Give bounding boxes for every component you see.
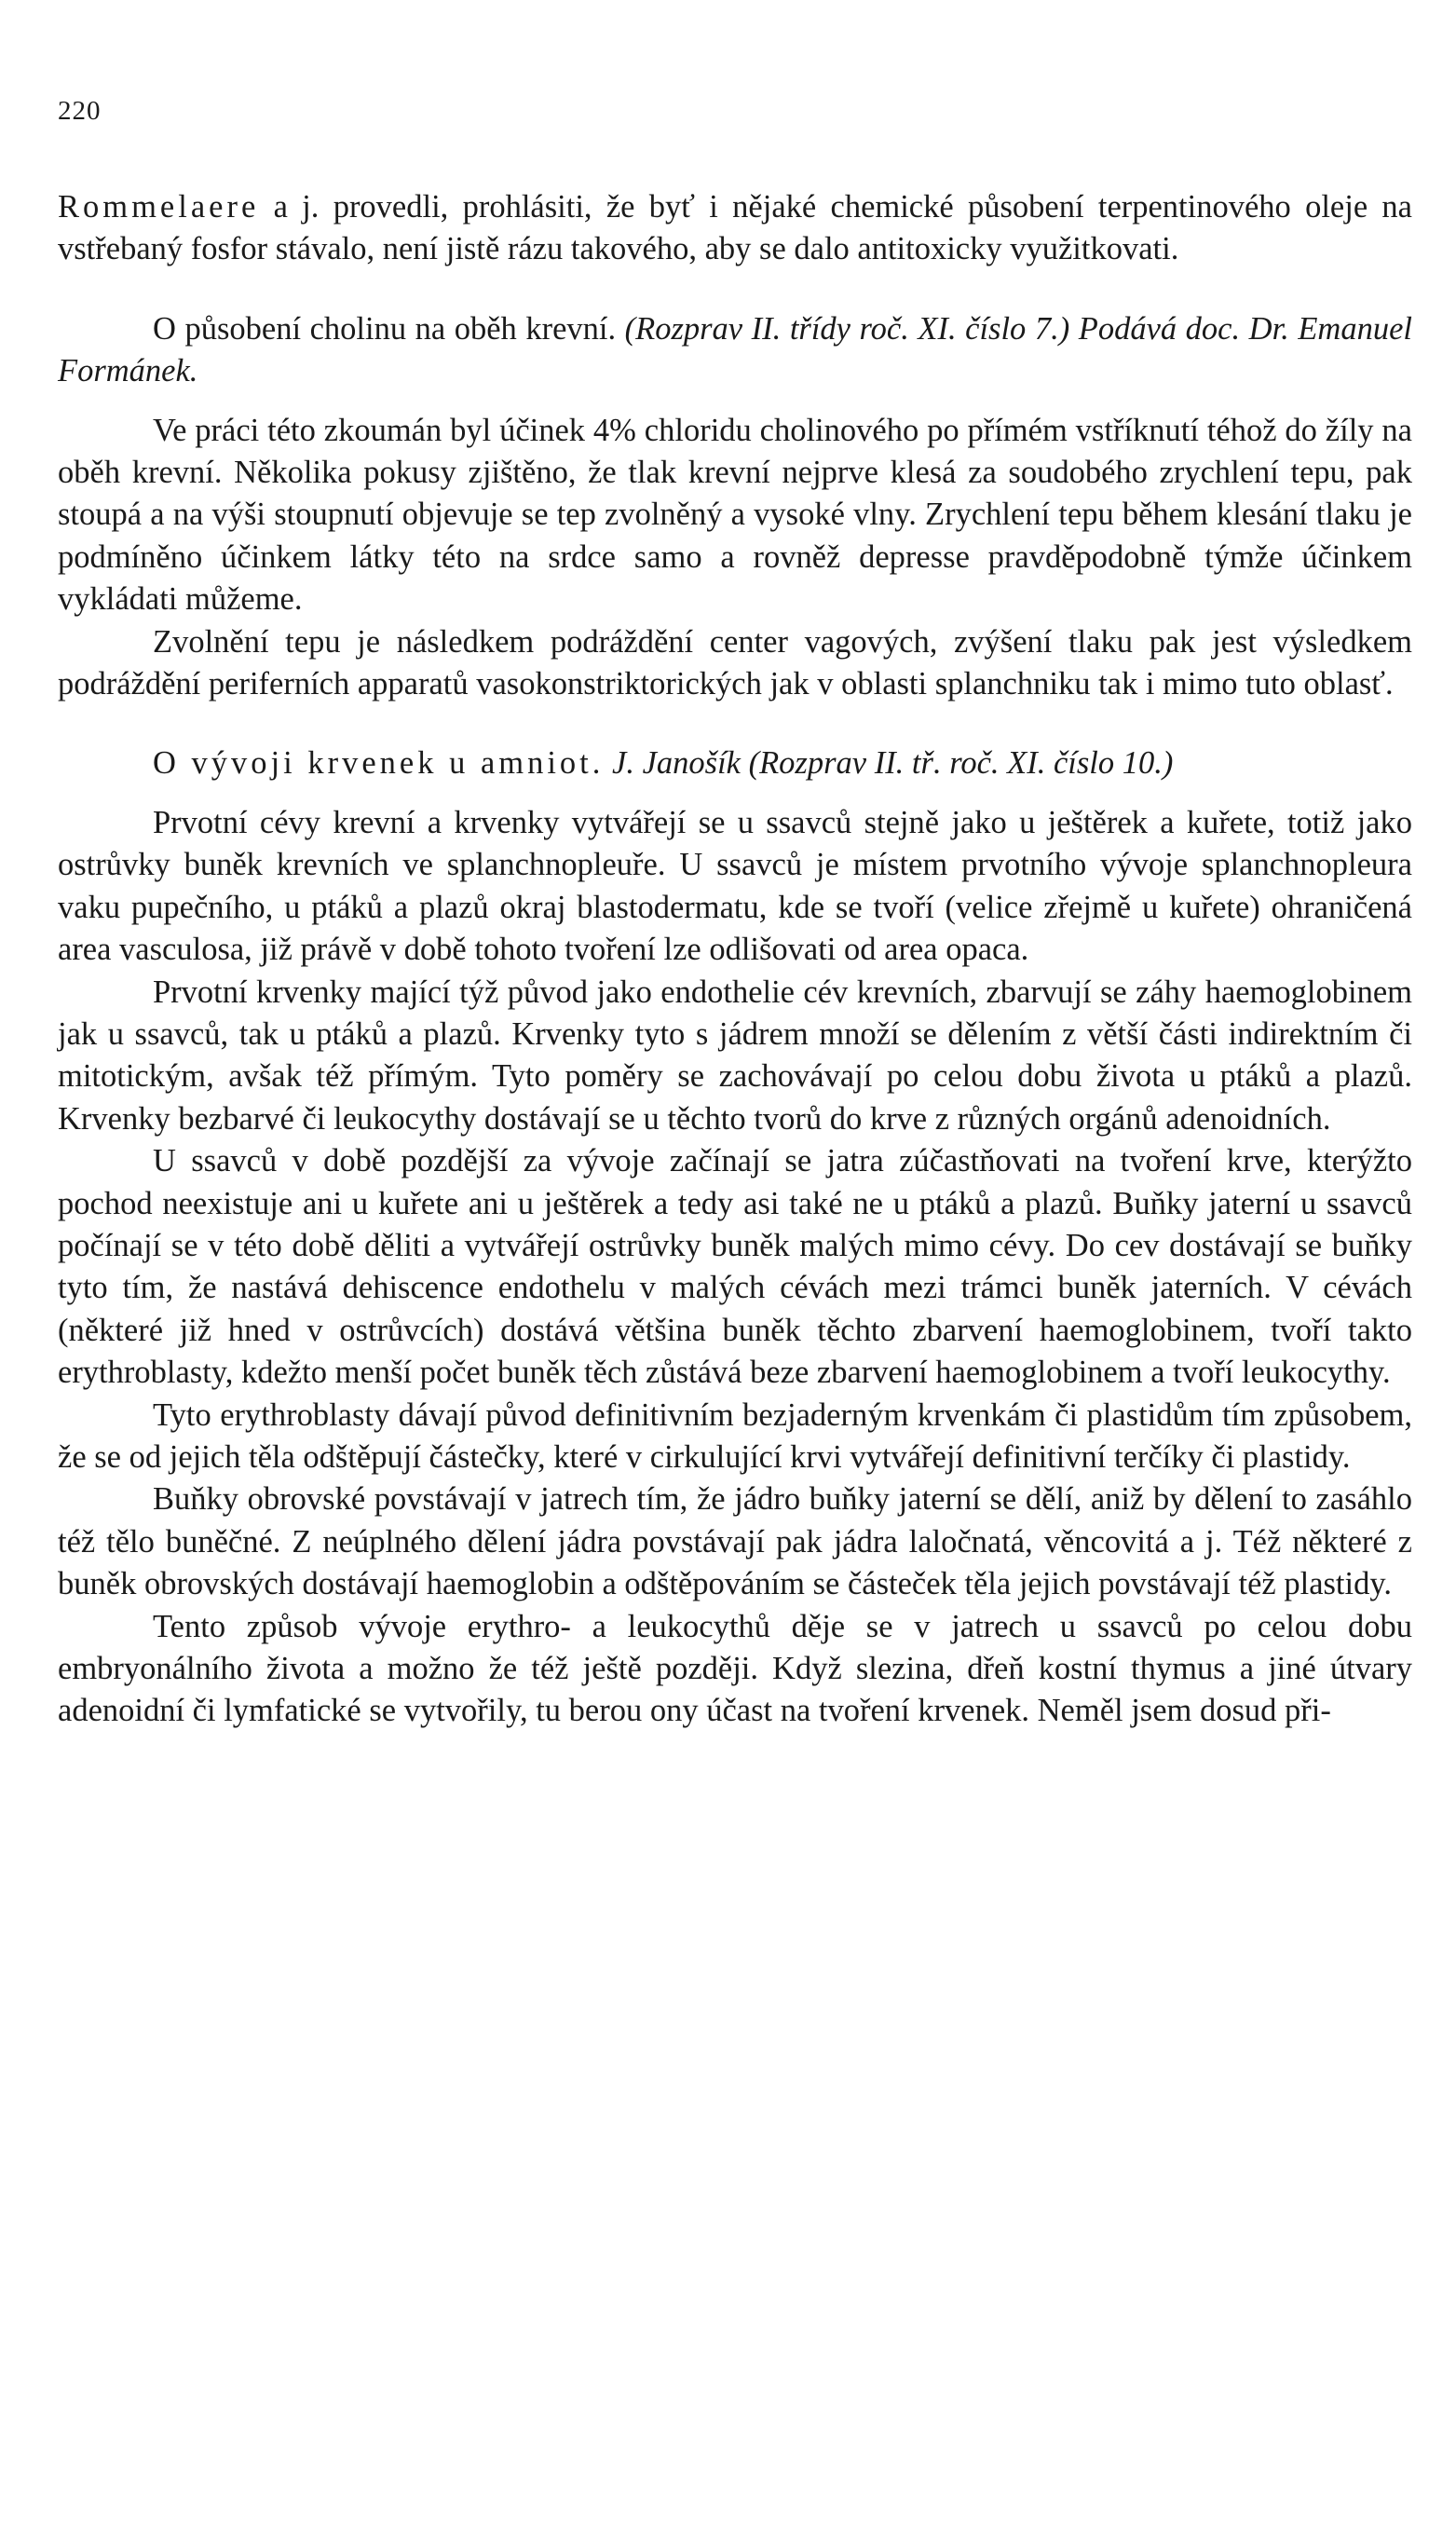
article-title: O vývoji krvenek u amniot. bbox=[153, 745, 605, 782]
paragraph-text: a j. provedli, prohlásiti, že byť i nějaké chemické působení terpentinového oleje na vstřebaný fosfor stávalo, není jistě rázu takového, aby se dalo antitoxicky využitkovati. bbox=[58, 189, 1412, 267]
article-heading-cholin bbox=[58, 308, 1412, 393]
author-name: Rommelaere bbox=[58, 189, 260, 225]
article-heading-krvenky bbox=[58, 742, 1412, 784]
paragraph-rommelaere bbox=[58, 186, 1412, 271]
page-number: 220 bbox=[58, 96, 102, 126]
paragraph: U ssavců v době pozdější za vývoje začínají se jatra zúčastňovati na tvoření krve, kterýžto pochod neexistuje ani u kuřete ani u ještěrek a tedy asi také ne u ptáků a plazů. Buňky jaterní u ssavců počínají se v této době děliti a vytvářejí ostrůvky buněk malých mimo cévy. Do cev dostávají se buňky tyto tím, že nastává dehiscence endothelu v malých cévách mezi trámci buněk jaterních. V cévách (některé již hned v ostrůvcích) dostává většina buněk těchto zbarvení haemoglobinem, tvoří takto erythroblasty, kdežto menší počet buněk těch zůstává beze zbarvení haemoglobinem a tvoří leukocythy. bbox=[58, 1143, 1412, 1391]
paragraph: Ve práci této zkoumán byl účinek 4% chloridu cholinového po přímém vstříknutí téhož do žíly na oběh krevní. Několika pokusy zjištěno, že tlak krevní nejprve klesá za soudobého zrychlení tepu, pak stoupá a na výši stoupnutí objevuje se tep zvolněný a vysoké vlny. Zrychlení tepu během klesání tlaku je podmíněno účinkem látky této na srdce samo a rovněž depresse pravděpodobně týmže účinkem vykládati můžeme. bbox=[58, 412, 1412, 618]
paragraph: Tento způsob vývoje erythro- a leukocythů děje se v jatrech u ssavců po celou dobu embryonálního života a možno že též ještě později. Když slezina, dřeň kostní thymus a jiné útvary adenoidní či lymfatické se vytvořily, tu berou ony účast na tvoření krvenek. Neměl jsem dosud při- bbox=[58, 1608, 1412, 1729]
paragraph: Prvotní cévy krevní a krvenky vytvářejí se u ssavců stejně jako u ještěrek a kuřete, totiž jako ostrůvky buněk krevních ve splanchnopleuře. U ssavců je místem prvotního vývoje splanchnopleura vaku pupečního, u ptáků a plazů okraj blastodermatu, kde se tvoří (velice zřejmě u kuřete) ohraničená area vasculosa, již právě v době tohoto tvoření lze odlišovati od area opaca. bbox=[58, 804, 1412, 968]
paragraph: Zvolnění tepu je následkem podráždění center vagových, zvýšení tlaku pak jest výsledkem podráždění periferních apparatů vasokonstriktorických jak v oblasti splanchniku tak i mimo tuto oblasť. bbox=[58, 623, 1412, 702]
paragraph: Tyto erythroblasty dávají původ definitivním bezjaderným krvenkám či plastidům tím způsobem, že se od jejich těla odštěpují částečky, které v cirkulující krvi vytvářejí definitivní terčíky či plastidy. bbox=[58, 1396, 1412, 1475]
body-text bbox=[58, 186, 1412, 1733]
article-reference: J. Janošík (Rozprav II. tř. roč. XI. číslo 10.) bbox=[604, 745, 1174, 782]
article-reference: (Rozprav II. třídy roč. XI. číslo 7.) Podává doc. Dr. Emanuel Formánek. bbox=[58, 310, 1412, 389]
article-title: O působení cholinu na oběh krevní. bbox=[153, 310, 617, 347]
paragraph: Buňky obrovské povstávají v jatrech tím, že jádro buňky jaterní se dělí, aniž by dělení to zasáhlo též tělo buněčné. Z neúplného dělení jádra povstávají pak jádra laločnatá, věncovitá a j. Též některé z buněk obrovských dostávají haemoglobin a odštěpováním se částeček těla jejich povstávají též plastidy. bbox=[58, 1481, 1412, 1602]
paragraph: Prvotní krvenky mající týž původ jako endothelie cév krevních, zbarvují se záhy haemoglobinem jak u ssavců, tak u ptáků a plazů. Krvenky tyto s jádrem množí se dělením z větší části indirektním či mitotickým, avšak též přímým. Tyto poměry se zachovávají po celou dobu života u ptáků a plazů. Krvenky bezbarvé či leukocythy dostávají se u těchto tvorů do krve z různých orgánů adenoidních. bbox=[58, 974, 1412, 1137]
